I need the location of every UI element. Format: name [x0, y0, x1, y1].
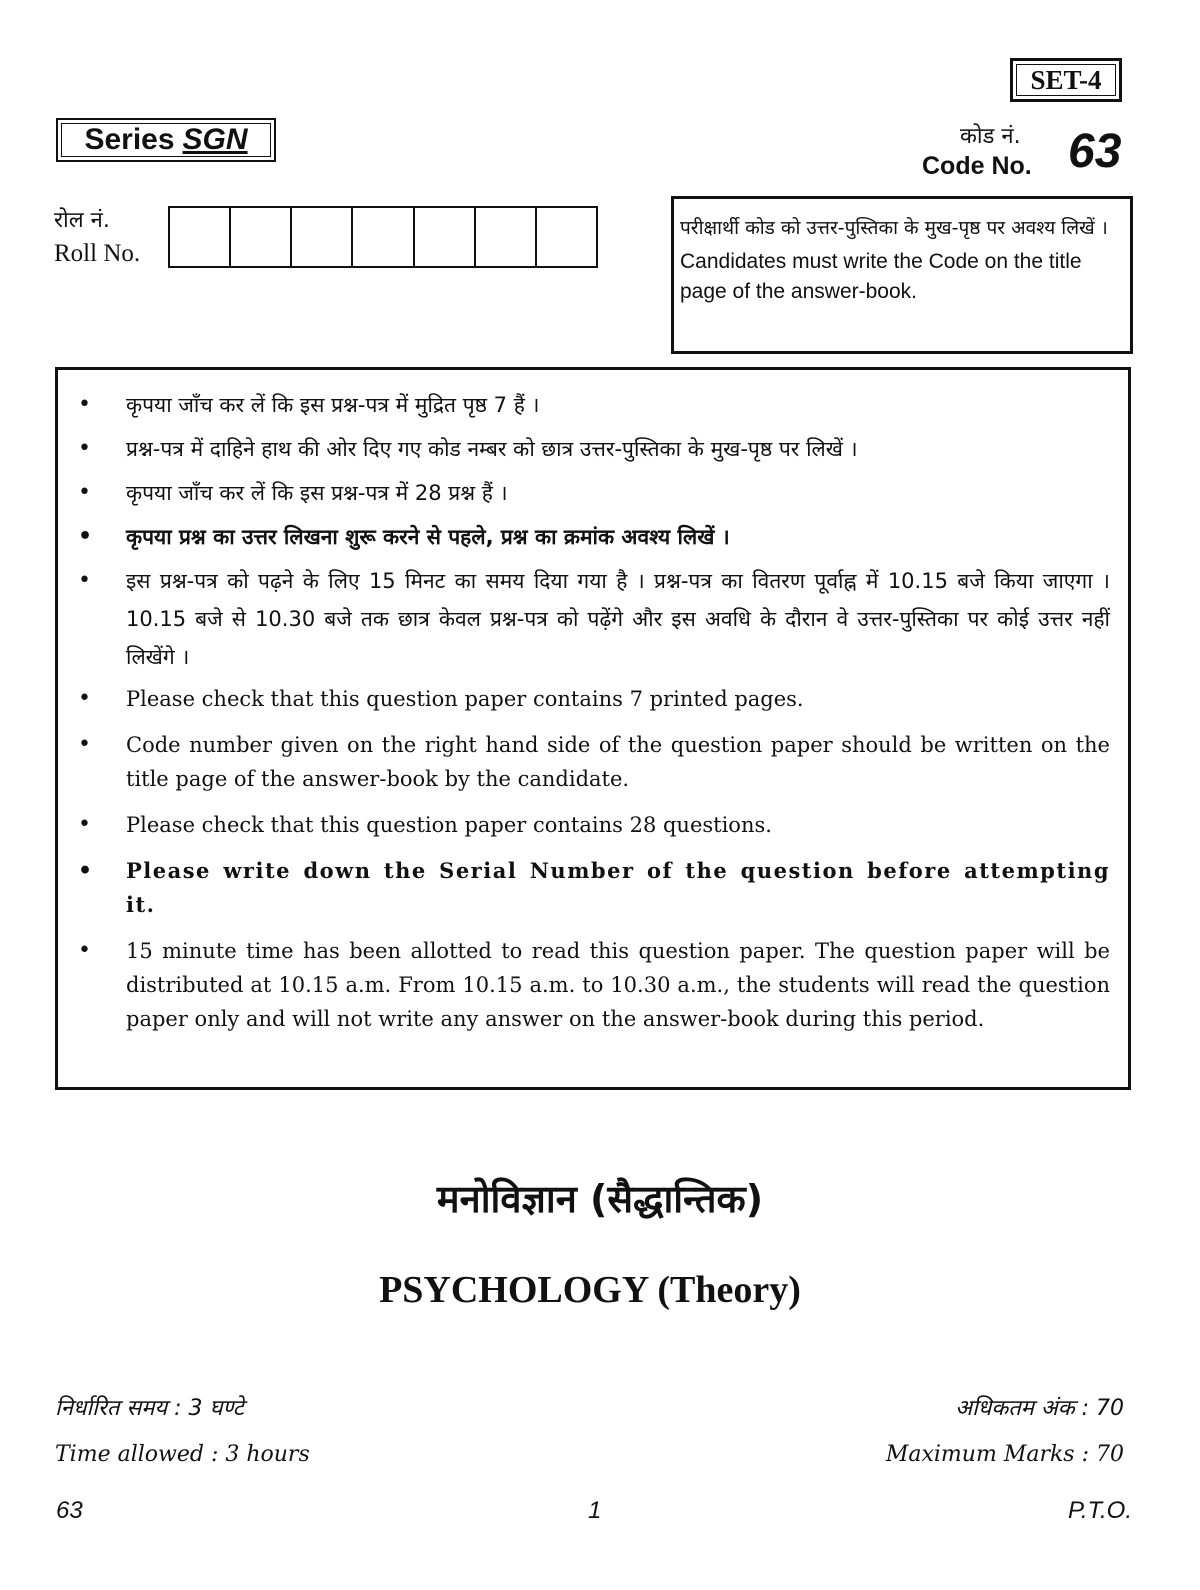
- instructions-list: [78, 386, 1110, 1036]
- instruction-item: [78, 518, 1110, 556]
- instruction-item: [78, 854, 1110, 922]
- instructions-box: [55, 367, 1131, 1090]
- instruction-text: कृपया प्रश्न का उत्तर लिखना शुरू करने से पहले, प्रश्न का क्रमांक अवश्य लिखें ।: [126, 525, 730, 549]
- subject-title: PSYCHOLOGY (Theory): [379, 1269, 801, 1311]
- maximum-marks: Maximum Marks : 70: [885, 1442, 1124, 1467]
- instruction-item: [78, 386, 1110, 424]
- instruction-item: [78, 934, 1110, 1036]
- instruction-text: Please check that this question paper contains 7 printed pages.: [126, 687, 804, 711]
- series-label: Series: [84, 123, 175, 156]
- bullet-icon: •: [78, 568, 91, 593]
- bullet-icon: •: [78, 732, 91, 757]
- maximum-marks-hindi: अधिकतम अंक : 70: [955, 1396, 1124, 1421]
- series-code: SGN: [182, 123, 248, 156]
- roll-number-cell[interactable]: [170, 208, 231, 266]
- bullet-icon: •: [78, 686, 91, 711]
- bullet-icon: •: [78, 938, 91, 963]
- instruction-text: प्रश्न-पत्र में दाहिने हाथ की ओर दिए गए कोड नम्बर को छात्र उत्तर-पुस्तिका के मुख-पृष्ठ पर लिखें ।: [126, 437, 858, 461]
- code-note-hindi: परीक्षार्थी कोड को उत्तर-पुस्तिका के मुख-पृष्ठ पर अवश्य लिखें ।: [680, 217, 1108, 239]
- bullet-icon: •: [78, 524, 93, 549]
- instruction-item: [78, 430, 1110, 468]
- roll-number-cell[interactable]: [537, 208, 596, 266]
- set-label: SET-4: [1010, 58, 1122, 102]
- time-allowed-hindi: निर्धारित समय : 3 घण्टे: [55, 1396, 244, 1421]
- pto-label: P.T.O.: [1067, 1497, 1132, 1524]
- instruction-item: [78, 682, 1110, 716]
- instruction-text: कृपया जाँच कर लें कि इस प्रश्न-पत्र में मुद्रित पृष्ठ 7 हैं ।: [126, 393, 540, 417]
- roll-number-cell[interactable]: [292, 208, 353, 266]
- subject-title-hindi: मनोविज्ञान (सैद्धान्तिक): [436, 1177, 764, 1221]
- instruction-text: कृपया जाँच कर लें कि इस प्रश्न-पत्र में 28 प्रश्न हैं ।: [126, 481, 508, 505]
- bullet-icon: •: [78, 436, 91, 461]
- page-number: 1: [588, 1497, 602, 1524]
- bullet-icon: •: [78, 812, 91, 837]
- bullet-icon: •: [78, 392, 91, 417]
- code-number: 63: [1068, 125, 1122, 178]
- instruction-text: Please write down the Serial Number of the question before attempting it.: [126, 858, 1110, 917]
- roll-number-cell[interactable]: [476, 208, 537, 266]
- roll-number-cell[interactable]: [231, 208, 292, 266]
- instruction-text: इस प्रश्न-पत्र को पढ़ने के लिए 15 मिनट का समय दिया गया है । प्रश्न-पत्र का वितरण पूर्वाह्न में 10.15 बजे किया जाएगा । 10.15 बजे से 10.30 बजे तक छात्र केवल प्रश्न-पत्र को पढ़ेंगे और इस अवधि के दौरान वे उत्तर-पुस्तिका पर कोई उत्तर नहीं लिखेंगे ।: [126, 569, 1110, 669]
- roll-label: Roll No.: [54, 240, 141, 267]
- roll-number-boxes[interactable]: [168, 206, 598, 268]
- instruction-item: [78, 474, 1110, 512]
- code-instruction-box: [671, 196, 1133, 354]
- time-allowed: Time allowed : 3 hours: [55, 1442, 310, 1467]
- bullet-icon: •: [78, 858, 94, 884]
- instruction-text: 15 minute time has been allotted to read this question paper. The question paper will be distributed at 10.15 a.m. From 10.15 a.m. to 10.30 a.m., the students will read the question paper only and will not write any answer on the answer-book during this period.: [126, 939, 1110, 1031]
- bullet-icon: •: [78, 480, 91, 505]
- roll-number-cell[interactable]: [353, 208, 414, 266]
- instruction-item: [78, 728, 1110, 796]
- instruction-text: Code number given on the right hand side of the question paper should be written on the title page of the answer-book by the candidate.: [126, 733, 1110, 791]
- series-box: [56, 118, 276, 162]
- instruction-text: Please check that this question paper contains 28 questions.: [126, 813, 772, 837]
- footer-code: 63: [56, 1497, 83, 1524]
- code-label-hindi: कोड नं.: [960, 124, 1021, 149]
- instruction-item: [78, 808, 1110, 842]
- instruction-item: [78, 562, 1110, 676]
- roll-number-cell[interactable]: [415, 208, 476, 266]
- code-note-english: Candidates must write the Code on the title page of the answer-book.: [680, 250, 1082, 303]
- roll-label-hindi: रोल नं.: [54, 208, 110, 233]
- code-label: Code No.: [922, 152, 1032, 180]
